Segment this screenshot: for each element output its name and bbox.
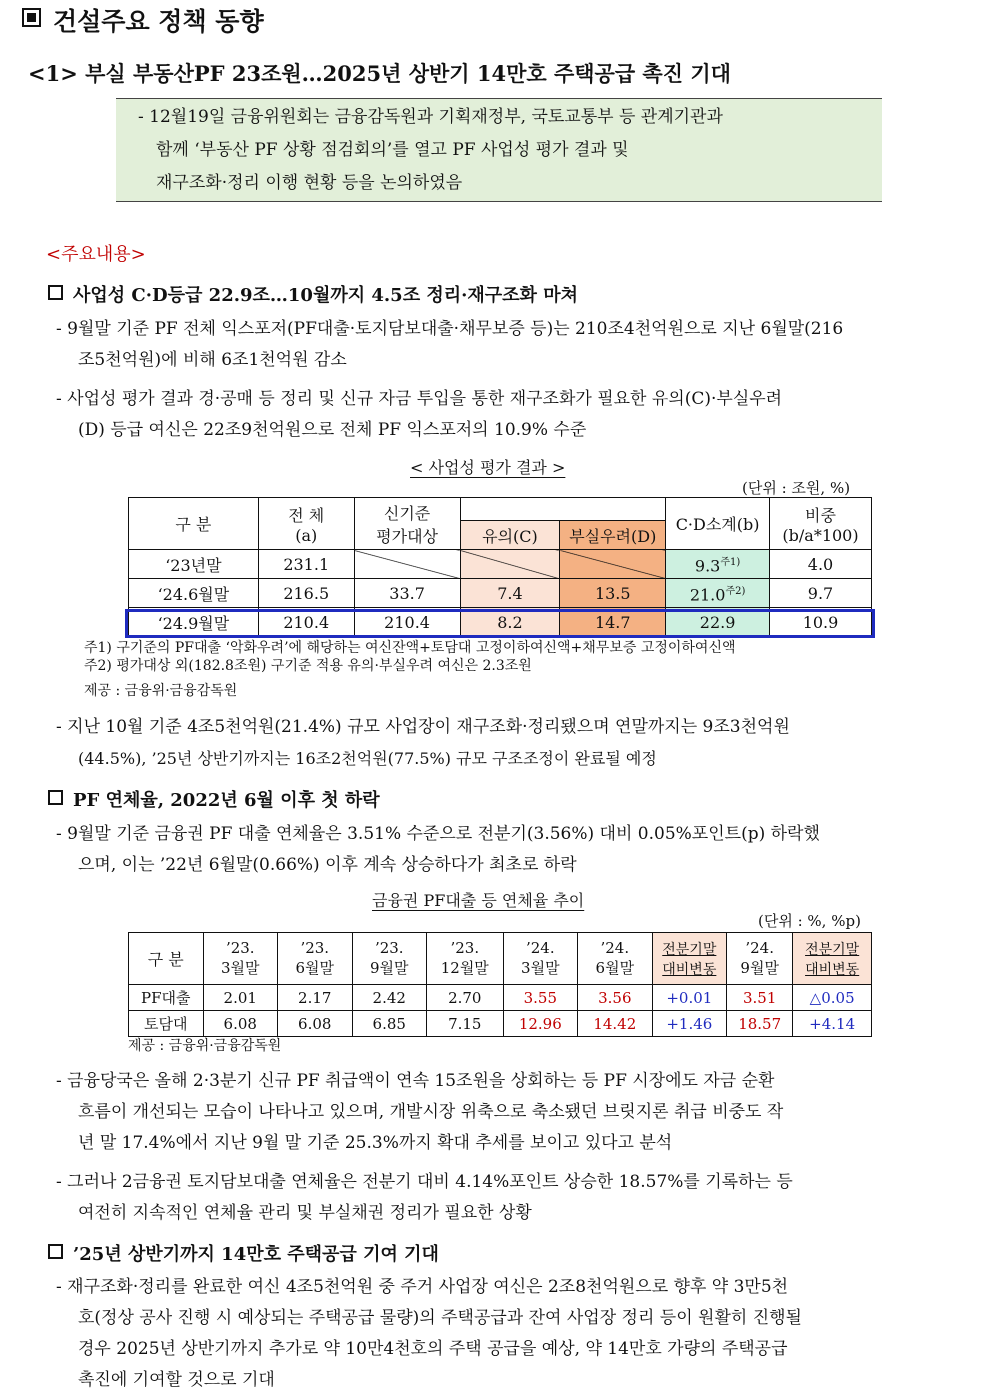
header-cell: 부실우려(D)	[560, 521, 666, 550]
header-cell: ’23. 3월말	[203, 933, 278, 985]
paragraph: - 9월말 기준 PF 전체 익스포저(PF대출·토지담보대출·채무보증 등)는 210조4천억원으로 지난 6월말(216 조5천억원)에 비해 6조1천억원 감소	[56, 319, 844, 370]
header-cell: 전 체 (a)	[258, 498, 354, 550]
delinquency-table	[128, 932, 872, 1037]
table-unit: (단위 : 조원, %)	[742, 479, 851, 497]
header-cell: ’24. 6월말	[578, 933, 653, 985]
section-heading: ’25년 상반기까지 14만호 주택공급 기여 기대	[48, 1240, 439, 1266]
checkbox-bullet-icon	[48, 790, 63, 805]
square-bullet-icon	[22, 8, 41, 27]
main-content-label: <주요내용>	[46, 244, 146, 265]
checkbox-bullet-icon	[48, 285, 63, 300]
diagonal-cell	[354, 550, 460, 579]
table-title: 금융권 PF대출 등 연체율 추이	[372, 891, 585, 910]
footnote: 주2) 평가대상 외(182.8조원) 구기준 적용 유의·부실우려 여신은 2.3조원	[84, 658, 532, 674]
diagonal-cell	[460, 550, 560, 579]
table-row: PF대출 2.01 2.17 2.42 2.70 3.55 3.56 +0.01 3.51 △0.05	[129, 985, 872, 1011]
summary-box	[116, 98, 882, 202]
footnote: 주1) 구기준의 PF대출 ‘악화우려’에 해당하는 여신잔액+토담대 고정이하여신액+채무보증 고정이하여신액	[84, 640, 736, 656]
highlight-box	[125, 609, 875, 638]
table-row: ‘24.9월말 210.4 210.4 8.2 14.7 22.9 10.9	[129, 608, 872, 637]
header-cell	[460, 498, 666, 521]
section-heading: PF 연체율, 2022년 6월 이후 첫 하락	[48, 786, 380, 812]
header-cell: ’23. 9월말	[352, 933, 427, 985]
header-cell: 유의(C)	[460, 521, 560, 550]
paragraph: - 재구조화·정리를 완료한 여신 4조5천억원 중 주거 사업장 여신은 2조8천억원으로 향후 약 3만5천 호(정상 공사 진행 시 예상되는 주택공급 물량)의 주택공급과 잔여 사업장 정리 등이 원활히 진행될 경우 2025년 상반기까지 추가로 약 10만4천호의 주택 공급을 예상, 약 14만호 가량의 주택공급 촉진에 기여할 것으로 기대	[56, 1277, 802, 1390]
diagonal-cell	[560, 550, 666, 579]
header-cell: 신기준 평가대상	[354, 498, 460, 550]
header-cell: 전분기말 대비변동	[793, 933, 872, 985]
table-row: 토담대 6.08 6.08 6.85 7.15 12.96 14.42 +1.46 18.57 +4.14	[129, 1011, 872, 1037]
paragraph: - 9월말 기준 금융권 PF 대출 연체율은 3.51% 수준으로 전분기(3.56%) 대비 0.05%포인트(p) 하락했 으며, 이는 ’22년 6월말(0.66%) 이후 계속 상승하다가 최초로 하락	[56, 824, 820, 875]
checkbox-bullet-icon	[48, 1244, 63, 1259]
table-row: ‘24.6월말 216.5 33.7 7.4 13.5 $21.0^{주2)}$ 9.7	[129, 579, 872, 608]
source-note: 제공 : 금융위·금융감독원	[84, 683, 238, 699]
header-cell: 구 분	[129, 498, 259, 550]
summary-line: 함께 ‘부동산 PF 상황 점검회의’를 열고 PF 사업성 평가 결과 및	[156, 140, 629, 160]
source-note: 제공 : 금융위·금융감독원	[128, 1038, 282, 1054]
header-cell: ’23. 12월말	[427, 933, 504, 985]
paragraph: - 지난 10월 기준 4조5천억원(21.4%) 규모 사업장이 재구조화·정리됐으며 연말까지는 9조3천억원 (44.5%), ’25년 상반기까지는 16조2천억원(77.5%) 규모 구조조정이 완료될 예정	[56, 717, 790, 768]
paragraph: - 그러나 2금융권 토지담보대출 연체율은 전분기 대비 4.14%포인트 상승한 18.57%를 기록하는 등 여전히 지속적인 연체율 관리 및 부실채권 정리가 필요한 상황	[56, 1172, 793, 1223]
header-cell: 구 분	[129, 933, 204, 985]
summary-line: 재구조화·정리 이행 현황 등을 논의하였음	[156, 173, 463, 193]
article-title: <1> 부실 부동산PF 23조원…2025년 상반기 14만호 주택공급 촉진 기대	[28, 61, 731, 86]
summary-line: - 12월19일 금융위원회는 금융감독원과 기획재정부, 국토교통부 등 관계기관과	[138, 107, 723, 127]
header-cell: ’23. 6월말	[278, 933, 353, 985]
section-heading: 사업성 C·D등급 22.9조…10월까지 4.5조 정리·재구조화 마쳐	[48, 281, 578, 307]
table-unit: (단위 : %, %p)	[758, 912, 861, 930]
header-cell: ’24. 9월말	[727, 933, 793, 985]
header-cell: ’24. 3월말	[503, 933, 578, 985]
paragraph: - 사업성 평가 결과 경·공매 등 정리 및 신규 자금 투입을 통한 재구조화가 필요한 유의(C)·부실우려 (D) 등급 여신은 22조9천억원으로 전체 PF 익스포저의 10.9% 수준	[56, 389, 783, 440]
page-title: 건설주요 정책 동향	[22, 2, 264, 38]
table-row: ‘23년말 231.1 $9.3^{주1)}$ 4.0	[129, 550, 872, 579]
header-cell: 비중 (b/a*100)	[770, 498, 872, 550]
header-cell: 전분기말 대비변동	[652, 933, 727, 985]
header-cell: C·D소계(b)	[666, 498, 770, 550]
paragraph: - 금융당국은 올해 2·3분기 신규 PF 취급액이 연속 15조원을 상회하는 등 PF 시장에도 자금 순환 흐름이 개선되는 모습이 나타나고 있으며, 개발시장 위축으로 축소됐던 브릿지론 취급 비중도 작 년 말 17.4%에서 지난 9월 말 기준 25.3%까지 확대 추세를 보이고 있다고 분석	[56, 1071, 784, 1153]
table-title: < 사업성 평가 결과 >	[410, 458, 566, 477]
